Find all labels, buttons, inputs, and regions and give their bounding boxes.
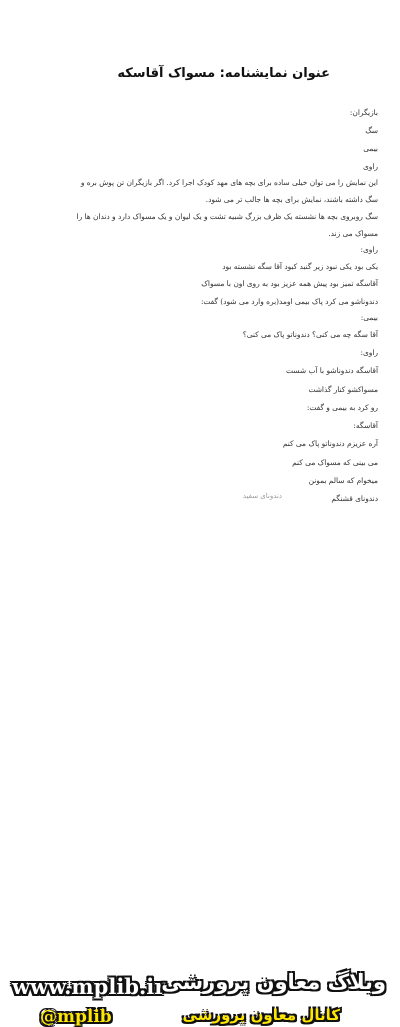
faint-text: دندونای سفید <box>242 492 282 500</box>
text-line: آقاسگه: <box>353 421 378 430</box>
watermark-handle: @mplib <box>40 1007 112 1027</box>
text-line: آقاسگه دندوناشو با آب شست <box>286 366 378 375</box>
text-line: مسواکشو کنار گذاشت <box>308 385 378 394</box>
text-line: آقاسگه تمیز بود پیش همه عزیز بود به روی اون با مسواک <box>201 279 378 288</box>
text-line: رو کرد به بیمی و گفت: <box>306 403 378 412</box>
text-line: بازیگران: <box>349 108 378 117</box>
text-line: سگ روبروی بچه ها نشسته یک ظرف بزرگ شبیه تشت و یک لیوان و یک مسواک دارد و دندان ها را <box>76 212 378 221</box>
text-line: راوی: <box>360 348 378 357</box>
text-line: بیمی: <box>360 313 378 322</box>
watermark-channel-name: کانال معاون پرورشی <box>182 1006 340 1024</box>
text-line: می بینی که مسواک می کنم <box>292 458 378 467</box>
text-line: راوی: <box>360 245 378 254</box>
text-line: یکی بود یکی نبود زیر گنبد کبود آقا سگه نشسته بود <box>222 262 378 271</box>
text-line: سگ <box>365 126 378 135</box>
text-line: بیمی <box>363 144 378 153</box>
text-line: میخوام که سالم بمونن <box>308 476 378 485</box>
watermark-overlay <box>0 470 400 1027</box>
text-line: دندوناشو می کرد پاک بیمی اومد(بره وارد می شود) گفت: <box>200 297 378 306</box>
watermark-url: www.mplib.ir <box>12 974 166 999</box>
text-line: راوی <box>363 162 378 171</box>
text-line: آره عزیزم دندوناتو پاک می کنم <box>282 439 378 448</box>
text-line: این نمایش را می توان خیلی ساده برای بچه های مهد کودک اجرا کرد. اگر بازیگران تن پوش بره و <box>80 178 378 187</box>
text-line: آقا سگه چه می کنی؟ دندوناتو پاک می کنی؟ <box>242 330 378 339</box>
watermark-blog-name: وبلاگ معاون پرورشی <box>161 970 386 994</box>
text-line: سگ داشته باشند، نمایش برای بچه ها جالب تر می شود. <box>205 195 378 204</box>
text-line: دندونای قشنگم <box>331 494 378 503</box>
text-line: مسواک می زند. <box>328 229 378 238</box>
play-title: عنوان نمایشنامه: مسواک آقاسکه <box>117 66 330 81</box>
